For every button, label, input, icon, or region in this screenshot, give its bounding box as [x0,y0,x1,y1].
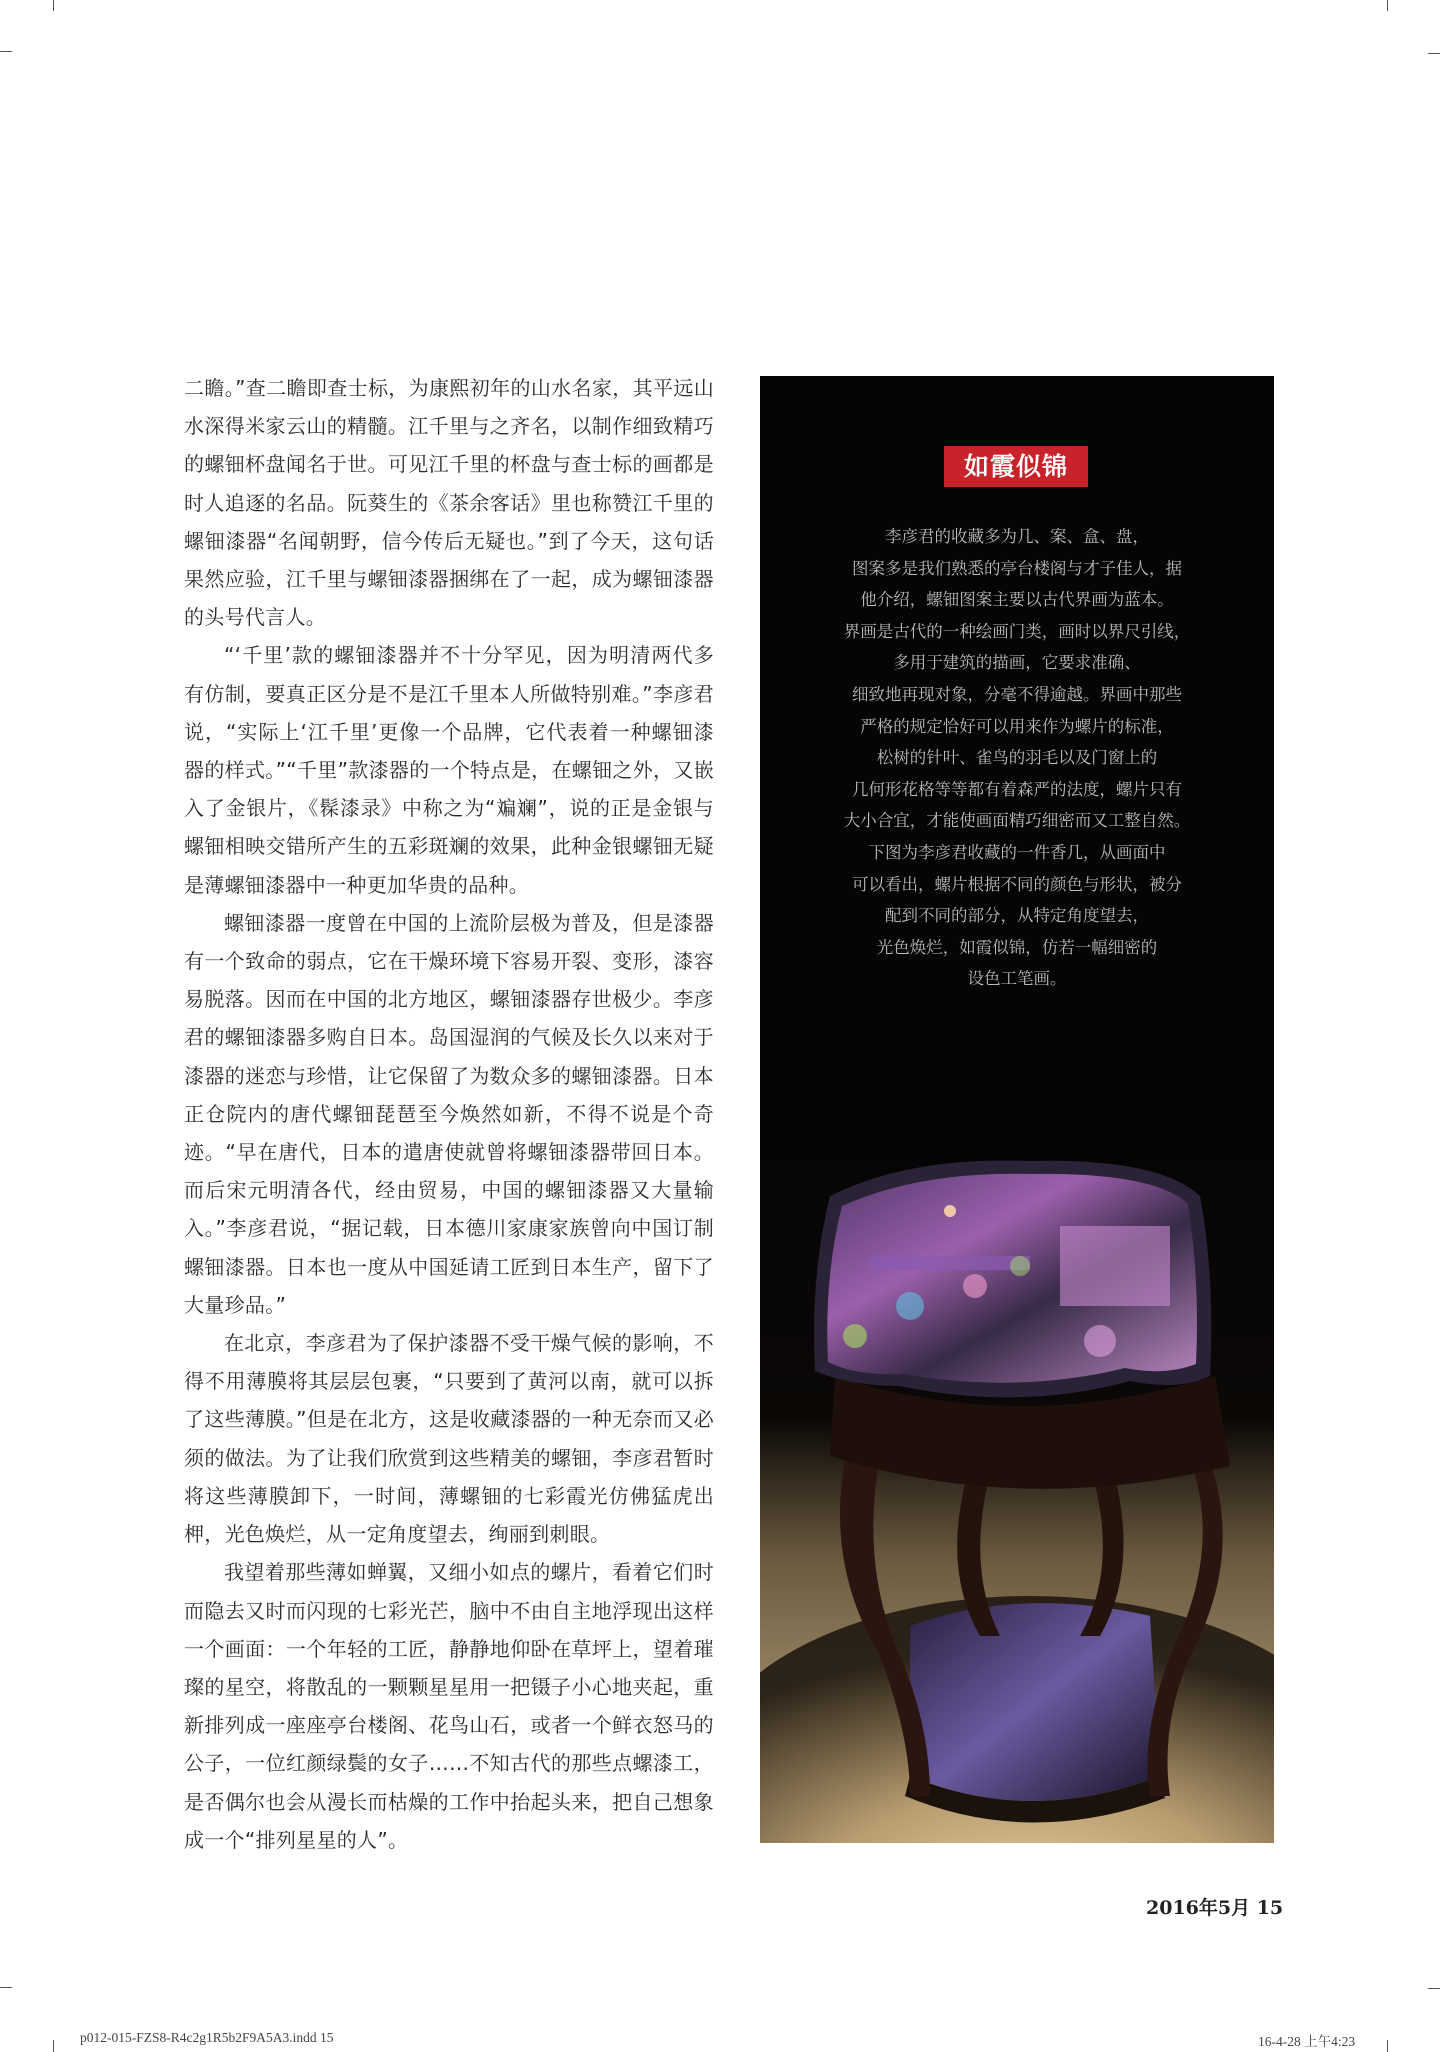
caption-line: 界画是古代的一种绘画门类，画时以界尺引线， [843,621,1191,641]
caption-line: 李彦君的收藏多为几、案、盒、盘， [885,527,1149,546]
caption-line: 他介绍，螺钿图案主要以古代界画为蓝本。 [860,590,1174,610]
caption-line: 大小合宜，才能使画面精巧细密而又工整自然。 [843,811,1191,831]
slug-filename: p012-015-FZS8-R4c2g1R5b2F9A5A3.indd 15 [80,2030,334,2045]
crop-mark [0,51,12,52]
sidebar-panel [760,376,1274,1843]
crop-mark [1387,2040,1388,2052]
caption-line: 下图为李彦君收藏的一件香几，从画面中 [868,842,1166,862]
article-body [184,369,714,1859]
crop-mark [1428,1988,1440,1989]
article-paragraph: 我望着那些薄如蝉翼，又细小如点的螺片，看着它们时而隐去又时而闪现的七彩光芒，脑中不由自主地浮现出这样一个画面：一个年轻的工匠，静静地仰卧在草坪上，望着璀璨的星空，将散乱的一颗颗星星用一把镊子小心地夹起，重新排列成一座座亭台楼阁、花鸟山石，或者一个鲜衣怒马的公子，一位红颜绿鬓的女子……不知古代的那些点螺漆工，是否偶尔也会从漫长而枯燥的工作中抬起头来，把自己想象成一个“排列星星的人”。 [184,1560,714,1852]
article-paragraph: 二瞻。”查二瞻即查士标，为康熙初年的山水名家，其平远山水深得米家云山的精髓。江千里与之齐名，以制作细致精巧的螺钿杯盘闻名于世。可见江千里的杯盘与查士标的画都是时人追逐的名品。阮葵生的《茶余客话》里也称赞江千里的螺钿漆器“名闻朝野，信今传后无疑也。”到了今天，这句话果然应验，江千里与螺钿漆器捆绑在了一起，成为螺钿漆器的头号代言人。 [184,376,714,630]
crop-mark [1387,0,1388,11]
article-paragraph: “‘千里’款的螺钿漆器并不十分罕见，因为明清两代多有仿制，要真正区分是不是江千里本人所做特别难。”李彦君说，“实际上‘江千里’更像一个品牌，它代表着一种螺钿漆器的样式。”“千里”款漆器的一个特点是，在螺钿之外，又嵌入了金银片，《髹漆录》中称之为“斒斓”，说的正是金银与螺钿相映交错所产生的五彩斑斓的效果，此种金银螺钿无疑是薄螺钿漆器中一种更加华贵的品种。 [184,643,714,897]
page-folio: 2016年5月 15 [1146,1897,1284,1919]
caption-line: 多用于建筑的描画，它要求准确、 [893,653,1141,673]
caption-line: 细致地再现对象，分毫不得逾越。界画中那些 [852,684,1182,704]
caption-line: 设色工笔画。 [967,969,1067,989]
slug-timestamp: 16-4-28 上午4:23 [1258,2034,1356,2049]
caption-line: 松树的针叶、雀鸟的羽毛以及门窗上的 [876,748,1158,768]
crop-mark [53,0,54,11]
sidebar-title-badge: 如霞似锦 [944,446,1088,487]
sidebar-caption [760,521,1274,995]
caption-line: 严格的规定恰好可以用来作为螺片的标准， [860,716,1174,736]
caption-line: 配到不同的部分，从特定角度望去， [885,906,1149,926]
crop-mark [1428,53,1440,54]
lacquer-stand-photo [760,1136,1274,1843]
caption-line: 几何形花格等等都有着森严的法度，螺片只有 [852,779,1182,799]
caption-line: 光色焕烂，如霞似锦，仿若一幅细密的 [876,937,1158,957]
caption-line: 图案多是我们熟悉的亭台楼阁与才子佳人，据 [852,558,1182,578]
caption-line: 可以看出，螺片根据不同的颜色与形状，被分 [852,874,1182,894]
article-paragraph: 螺钿漆器一度曾在中国的上流阶层极为普及，但是漆器有一个致命的弱点，它在干燥环境下容易开裂、变形，漆容易脱落。因而在中国的北方地区，螺钿漆器存世极少。李彦君的螺钿漆器多购自日本。岛国湿润的气候及长久以来对于漆器的迷恋与珍惜，让它保留了为数众多的螺钿漆器。日本正仓院内的唐代螺钿琵琶至今焕然如新，不得不说是个奇迹。“早在唐代，日本的遣唐使就曾将螺钿漆器带回日本。而后宋元明清各代，经由贸易，中国的螺钿漆器又大量输入。”李彦君说，“据记载，日本德川家康家族曾向中国订制螺钿漆器。日本也一度从中国延请工匠到日本生产，留下了大量珍品。” [184,910,714,1317]
article-paragraph: 在北京，李彦君为了保护漆器不受干燥气候的影响，不得不用薄膜将其层层包裹，“只要到了黄河以南，就可以拆了这些薄膜。”但是在北方，这是收藏漆器的一种无奈而又必须的做法。为了让我们欣赏到这些精美的螺钿，李彦君暂时将这些薄膜卸下，一时间，薄螺钿的七彩霞光仿佛猛虎出柙，光色焕烂，从一定角度望去，绚丽到刺眼。 [184,1331,714,1547]
crop-mark [0,1987,12,1988]
crop-mark [53,2040,54,2052]
